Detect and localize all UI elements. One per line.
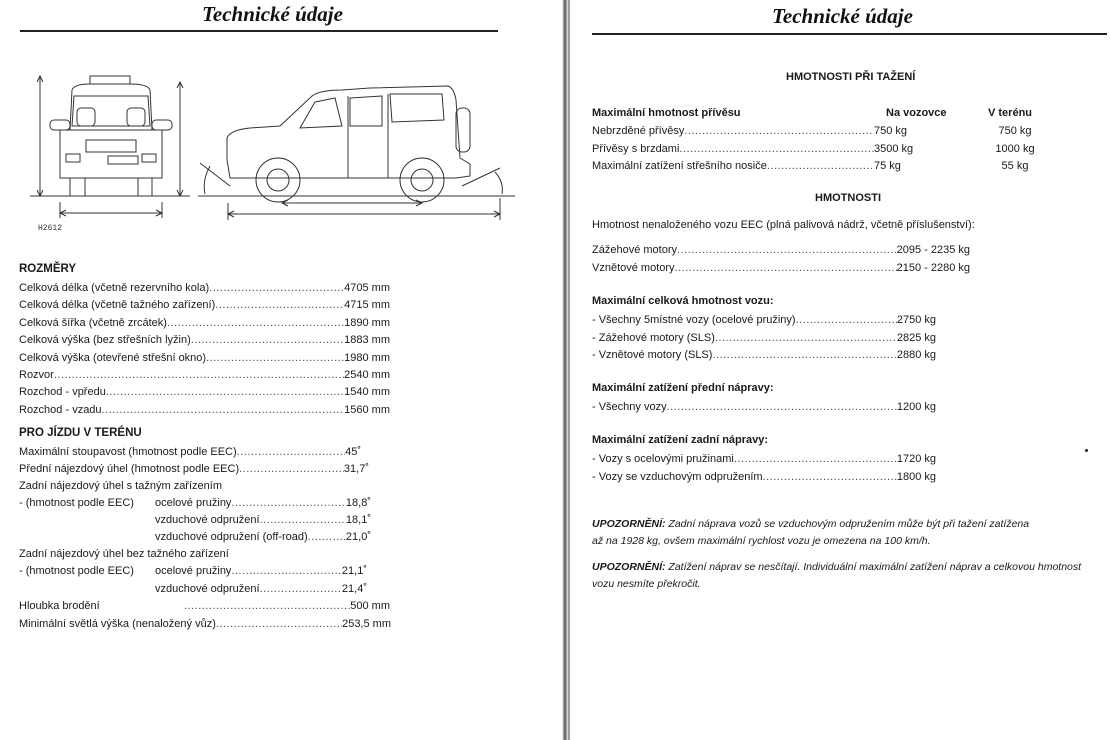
spec-row	[19, 403, 390, 417]
leader-dots	[684, 124, 874, 138]
spec-label: Rozchod - vpředu	[19, 386, 106, 399]
spec-value: 2750 kg	[896, 314, 936, 326]
spec-value: 4705 mm	[344, 282, 390, 294]
leader-dots	[184, 599, 350, 613]
spec-row	[19, 316, 390, 330]
spec-value: 21,0˚	[345, 531, 371, 543]
side-view-drawing	[198, 86, 515, 220]
spec-label: Maximální stoupavost (hmotnost podle EEC)	[19, 446, 237, 458]
spec-row	[155, 513, 371, 527]
spec-label: Vznětové motory	[592, 261, 675, 274]
page-title: Technické údaje	[772, 4, 913, 28]
leader-dots	[677, 243, 897, 257]
front-view-drawing	[30, 76, 190, 218]
spec-label: Hloubka brodění	[19, 600, 100, 612]
leader-dots	[308, 530, 346, 544]
spec-value: 45˚	[345, 446, 361, 458]
road-value: 75 kg	[874, 160, 901, 172]
spec-label: Celková šířka (včetně zrcátek)	[19, 316, 167, 329]
front-axle-heading: Maximální zatížení přední nápravy:	[592, 382, 774, 394]
warning-text: vozu nesmíte překročit.	[592, 578, 701, 590]
spec-row	[19, 333, 390, 347]
spec-value: 2825 kg	[896, 331, 936, 344]
spec-label: Celková délka (včetně tažného zařízení)	[19, 299, 216, 312]
spec-row	[592, 261, 970, 275]
spec-label: - Vozy se vzduchovým odpružením	[592, 470, 763, 483]
rear-axle-heading: Maximální zatížení zadní nápravy:	[592, 434, 769, 446]
spec-value: 21,4˚	[341, 582, 367, 595]
spec-value: 1980 mm	[344, 351, 390, 364]
page-title: Technické údaje	[202, 2, 343, 26]
spec-label: - Všechny 5místné vozy (ocelové pružiny)	[592, 314, 796, 326]
leader-dots	[191, 333, 344, 347]
spec-row	[592, 470, 936, 484]
spec-value: 18,1˚	[345, 514, 371, 526]
scan-speck	[1085, 449, 1088, 452]
spec-value: 2150 - 2280 kg	[896, 261, 970, 274]
leader-dots	[767, 159, 874, 173]
section-heading-weights: HMOTNOSTI	[815, 192, 881, 204]
leader-dots	[679, 142, 874, 156]
spec-row-wading-depth	[19, 599, 390, 613]
spec-sublabel: - (hmotnost podle EEC)	[19, 565, 134, 577]
spec-row-max-gradient	[19, 445, 361, 459]
towing-col-road: Na vozovce	[886, 107, 947, 119]
spec-label-departure-without-tow: Zadní nájezdový úhel bez tažného zařízení	[19, 548, 229, 560]
warning-label: UPOZORNĚNÍ:	[592, 518, 666, 530]
spec-label: Přívěsy s brzdami	[592, 142, 680, 155]
spec-label: - Všechny vozy	[592, 401, 667, 413]
leader-dots	[675, 261, 897, 275]
spec-row	[19, 368, 390, 382]
leader-dots	[239, 462, 344, 476]
spec-row-approach-angle	[19, 462, 369, 476]
warning-text: Zatížení náprav se nesčítají. Individuální maximální zatížení náprav a celkovou hmotnost	[668, 561, 1082, 573]
spec-label: - Zážehové motory (SLS)	[592, 331, 715, 344]
spec-row-ground-clearance	[19, 617, 391, 631]
spec-value: 31,7˚	[343, 463, 369, 475]
spec-value: 2540 mm	[344, 369, 390, 381]
leader-dots	[237, 445, 345, 459]
spec-value: 500 mm	[350, 600, 390, 612]
leader-dots	[106, 385, 344, 399]
spec-label: ocelové pružiny	[155, 497, 232, 509]
spec-value: 2880 kg	[896, 349, 936, 361]
spec-value: 1800 kg	[896, 470, 936, 483]
spec-label: Celková výška (bez střešních lyžin)	[19, 334, 191, 347]
spec-label: ocelové pružiny	[155, 565, 232, 577]
section-heading-towing: HMOTNOSTI PŘI TAŽENÍ	[786, 71, 916, 83]
spec-label: vzduchové odpružení (off-road)	[155, 531, 308, 543]
leader-dots	[715, 331, 897, 345]
section-heading-offroad: PRO JÍZDU V TERÉNU	[19, 427, 142, 439]
spec-row	[592, 452, 936, 466]
figure-code: H2612	[38, 224, 63, 233]
spec-sublabel: - (hmotnost podle EEC)	[19, 497, 134, 509]
warning-note	[592, 559, 1081, 593]
towing-col-label: Maximální hmotnost přívěsu	[592, 107, 741, 119]
spec-row	[155, 530, 371, 544]
warning-text: až na 1928 kg, ovšem maximální rychlost vozu je omezena na 100 km/h.	[592, 535, 931, 547]
spec-label: Rozchod - vzadu	[19, 403, 102, 416]
spec-row	[19, 385, 390, 399]
spec-value: 18,8˚	[345, 497, 371, 509]
spec-value: 253,5 mm	[342, 618, 391, 630]
spec-label: vzduchové odpružení	[155, 582, 260, 595]
spec-label: Přední nájezdový úhel (hmotnost podle EEC)	[19, 463, 240, 475]
leader-dots	[260, 513, 346, 527]
leader-dots	[667, 400, 897, 414]
page-binding-gutter	[562, 0, 570, 740]
leader-dots	[216, 617, 342, 631]
spec-value: 1890 mm	[344, 316, 390, 329]
spec-label: vzduchové odpružení	[155, 514, 260, 526]
right-page	[570, 0, 1110, 740]
spec-row	[19, 351, 390, 365]
leader-dots	[712, 348, 896, 362]
spec-row	[155, 496, 371, 510]
spec-label: Minimální světlá výška (nenaložený vůz)	[19, 618, 216, 630]
spec-label: - Vznětové motory (SLS)	[592, 349, 713, 361]
offroad-value: 55 kg	[1001, 160, 1029, 172]
warning-note	[592, 516, 1029, 550]
road-value: 3500 kg	[874, 142, 914, 155]
offroad-value: 750 kg	[998, 125, 1032, 137]
spec-row	[19, 298, 390, 312]
spec-row	[592, 313, 936, 327]
spec-row	[592, 400, 936, 414]
spec-label: Rozvor	[19, 369, 54, 381]
towing-row	[592, 159, 932, 173]
leader-dots	[734, 452, 897, 466]
title-rule	[592, 33, 1107, 35]
towing-col-offroad: V terénu	[988, 107, 1033, 119]
leader-dots	[102, 403, 345, 417]
spec-value: 1560 mm	[344, 403, 390, 416]
gross-weight-heading: Maximální celková hmotnost vozu:	[592, 295, 774, 307]
warning-text: Zadní náprava vozů se vzduchovým odpružením může být při tažení zatížena	[668, 518, 1030, 530]
spec-row	[155, 564, 367, 578]
leader-dots	[209, 281, 344, 295]
vehicle-dimension-diagram	[30, 68, 530, 238]
warning-label: UPOZORNĚNÍ:	[592, 561, 666, 573]
spec-row	[592, 348, 936, 362]
spec-label: Zážehové motory	[592, 244, 677, 256]
leader-dots	[54, 368, 344, 382]
leader-dots	[231, 564, 341, 578]
spec-value: 1720 kg	[896, 453, 936, 465]
spec-row	[19, 281, 390, 295]
towing-row	[592, 142, 932, 156]
spec-row	[592, 331, 936, 345]
leader-dots	[167, 316, 344, 330]
spec-label: Nebrzděné přívěsy	[592, 125, 685, 137]
spec-label: - Vozy s ocelovými pružinami	[592, 453, 734, 465]
spec-label: Celková výška (otevřené střešní okno)	[19, 351, 207, 364]
leader-dots	[215, 298, 344, 312]
spec-label-departure-with-tow: Zadní nájezdový úhel s tažným zařízením	[19, 480, 222, 492]
leader-dots	[231, 496, 345, 510]
towing-row	[592, 124, 932, 138]
leader-dots	[206, 351, 344, 365]
spec-value: 1883 mm	[344, 334, 390, 347]
leader-dots	[260, 582, 342, 596]
section-heading-dimensions: ROZMĚRY	[19, 263, 77, 275]
road-value: 750 kg	[874, 125, 908, 137]
spec-label: Celková délka (včetně rezervního kola)	[19, 282, 210, 294]
weights-intro: Hmotnost nenaloženého vozu EEC (plná palivová nádrž, včetně příslušenství):	[592, 219, 975, 231]
spec-value: 4715 mm	[344, 299, 390, 312]
spec-value: 1200 kg	[896, 401, 936, 413]
spec-row	[592, 243, 970, 257]
spec-value: 21,1˚	[341, 565, 367, 577]
spec-value: 1540 mm	[344, 386, 390, 399]
spec-value: 2095 - 2235 kg	[896, 244, 970, 256]
offroad-value: 1000 kg	[995, 142, 1035, 155]
spec-row	[155, 582, 367, 596]
leader-dots	[796, 313, 897, 327]
leader-dots	[763, 470, 897, 484]
title-rule	[20, 30, 498, 32]
spec-label: Maximální zatížení střešního nosiče	[592, 160, 767, 172]
